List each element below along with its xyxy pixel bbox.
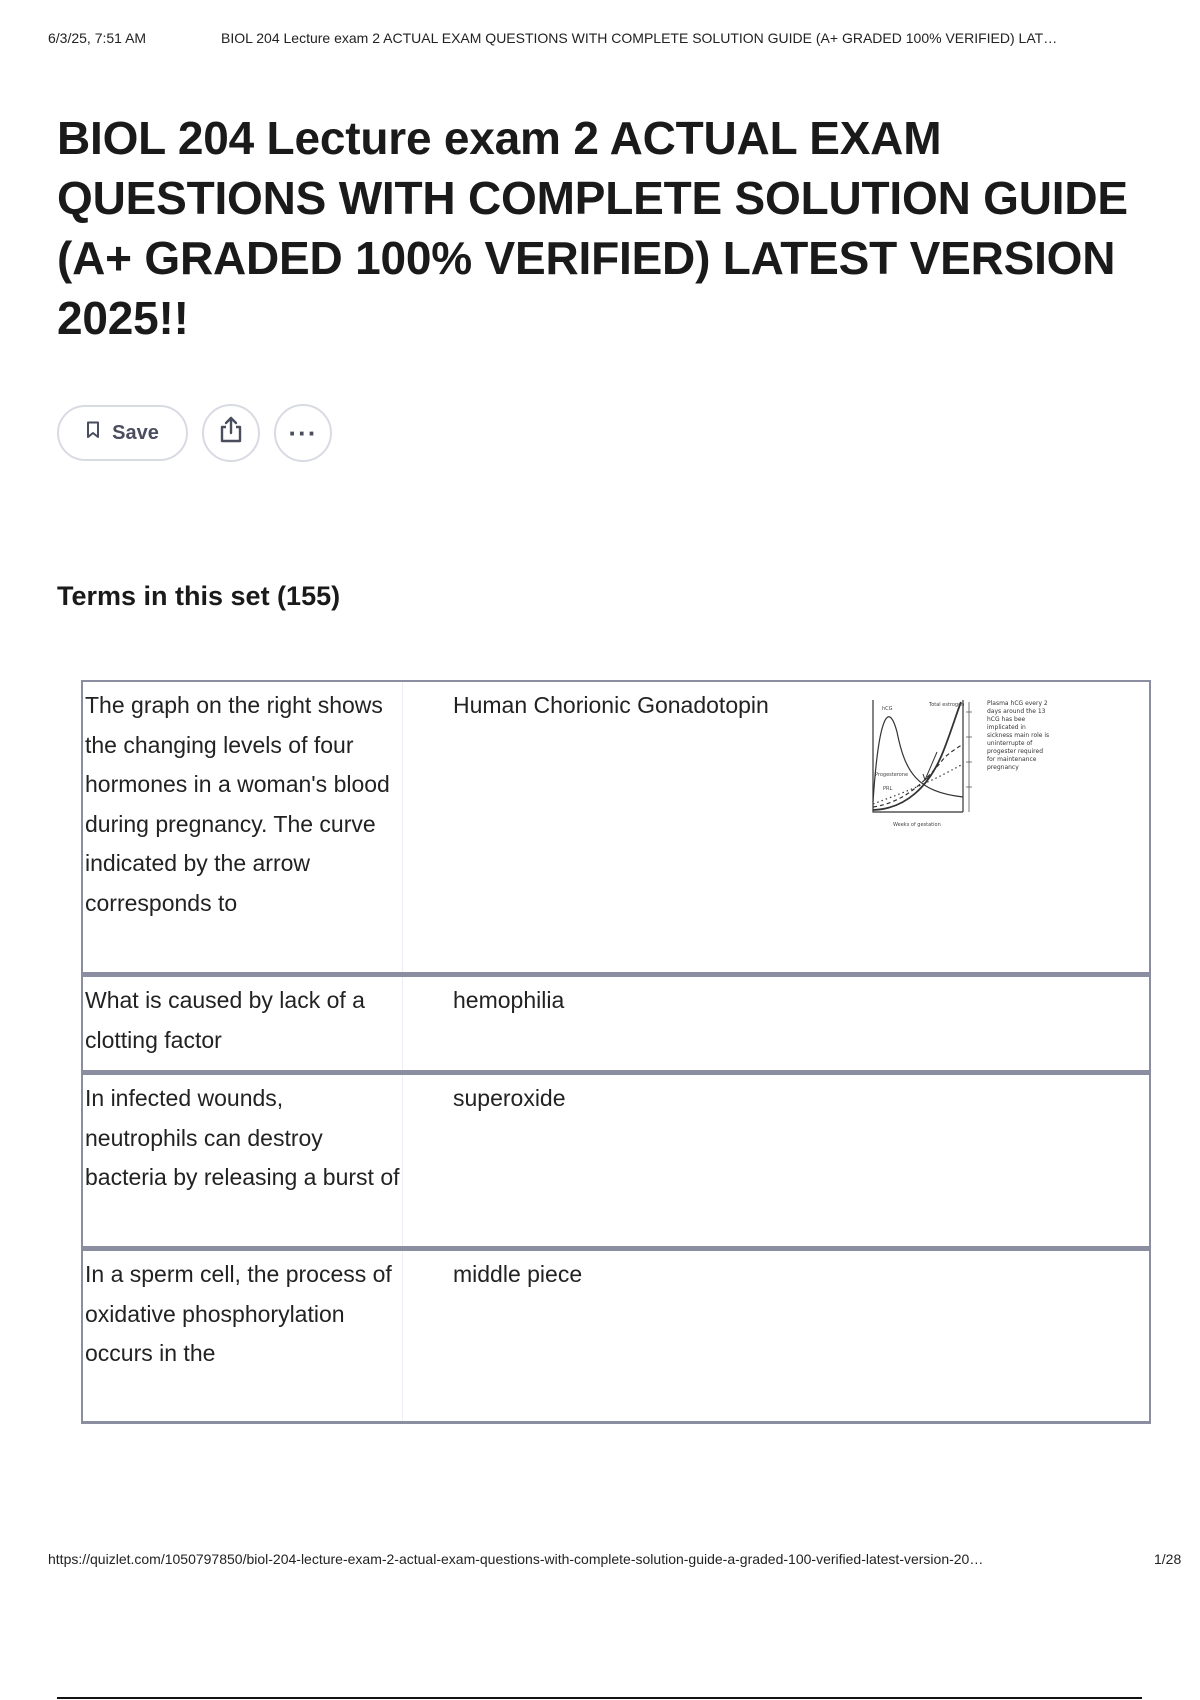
term-text: What is caused by lack of a clotting factor (83, 977, 403, 1070)
set-title: BIOL 204 Lecture exam 2 ACTUAL EXAM QUESTIONS WITH COMPLETE SOLUTION GUIDE (A+ GRADED 100% VERIFIED) LATEST VERSION 2025!! (57, 112, 1128, 344)
graph-label-estrogen: Total estrogen (929, 702, 965, 708)
divider (57, 1697, 1142, 1699)
definition-text: superoxide (453, 1085, 566, 1111)
definition-text: hemophilia (453, 987, 565, 1013)
term-card (81, 975, 1151, 1073)
hormone-graph-image (865, 692, 1055, 847)
definition-cell (403, 1075, 1149, 1246)
term-card (81, 1073, 1151, 1249)
share-icon (218, 416, 244, 450)
page-number: 1/28 (1154, 1551, 1182, 1567)
save-label: Save (112, 421, 159, 444)
definition-cell (403, 1251, 1149, 1421)
terms-heading: Terms in this set (155) (57, 581, 341, 611)
more-options-button[interactable] (274, 404, 332, 462)
graph-label-prl: PRL (883, 786, 893, 792)
term-card (81, 680, 1151, 975)
share-button[interactable] (202, 404, 260, 462)
bookmark-icon (86, 421, 100, 445)
term-text: In infected wounds, neutrophils can destroy bacteria by releasing a burst of (83, 1075, 403, 1246)
graph-caption: Plasma hCG every 2 days around the 13 hCG has bee implicated in sickness main role is uninterrupte of progester required for maintenance pregnancy (987, 700, 1050, 771)
definition-text: middle piece (453, 1261, 583, 1287)
save-button[interactable] (57, 405, 188, 461)
term-text: The graph on the right shows the changing levels of four hormones in a woman's blood during pregnancy. The curve indicated by the arrow corresponds to (83, 682, 403, 972)
graph-label-hcg: hCG (882, 706, 893, 712)
page-url: https://quizlet.com/1050797850/biol-204-lecture-exam-2-actual-exam-questions-with-complete-solution-guide-a-graded-100-verified-latest-version-20… (48, 1551, 984, 1567)
print-header (48, 30, 1190, 50)
print-date: 6/3/25, 7:51 AM (48, 30, 147, 46)
more-icon: ··· (288, 418, 318, 448)
term-card (81, 1249, 1151, 1424)
graph-label-progesterone: Progesterone (875, 772, 909, 778)
term-text: In a sperm cell, the process of oxidative phosphorylation occurs in the (83, 1251, 403, 1421)
definition-cell (403, 682, 1149, 972)
definition-text: Human Chorionic Gonadotopin (453, 692, 769, 718)
print-header-title: BIOL 204 Lecture exam 2 ACTUAL EXAM QUESTIONS WITH COMPLETE SOLUTION GUIDE (A+ GRADED 100% VERIFIED) LAT… (221, 30, 1058, 46)
definition-cell (403, 977, 1149, 1070)
terms-list (81, 680, 1151, 1424)
set-actions (57, 403, 332, 463)
graph-x-axis-label: Weeks of gestation (893, 822, 941, 828)
